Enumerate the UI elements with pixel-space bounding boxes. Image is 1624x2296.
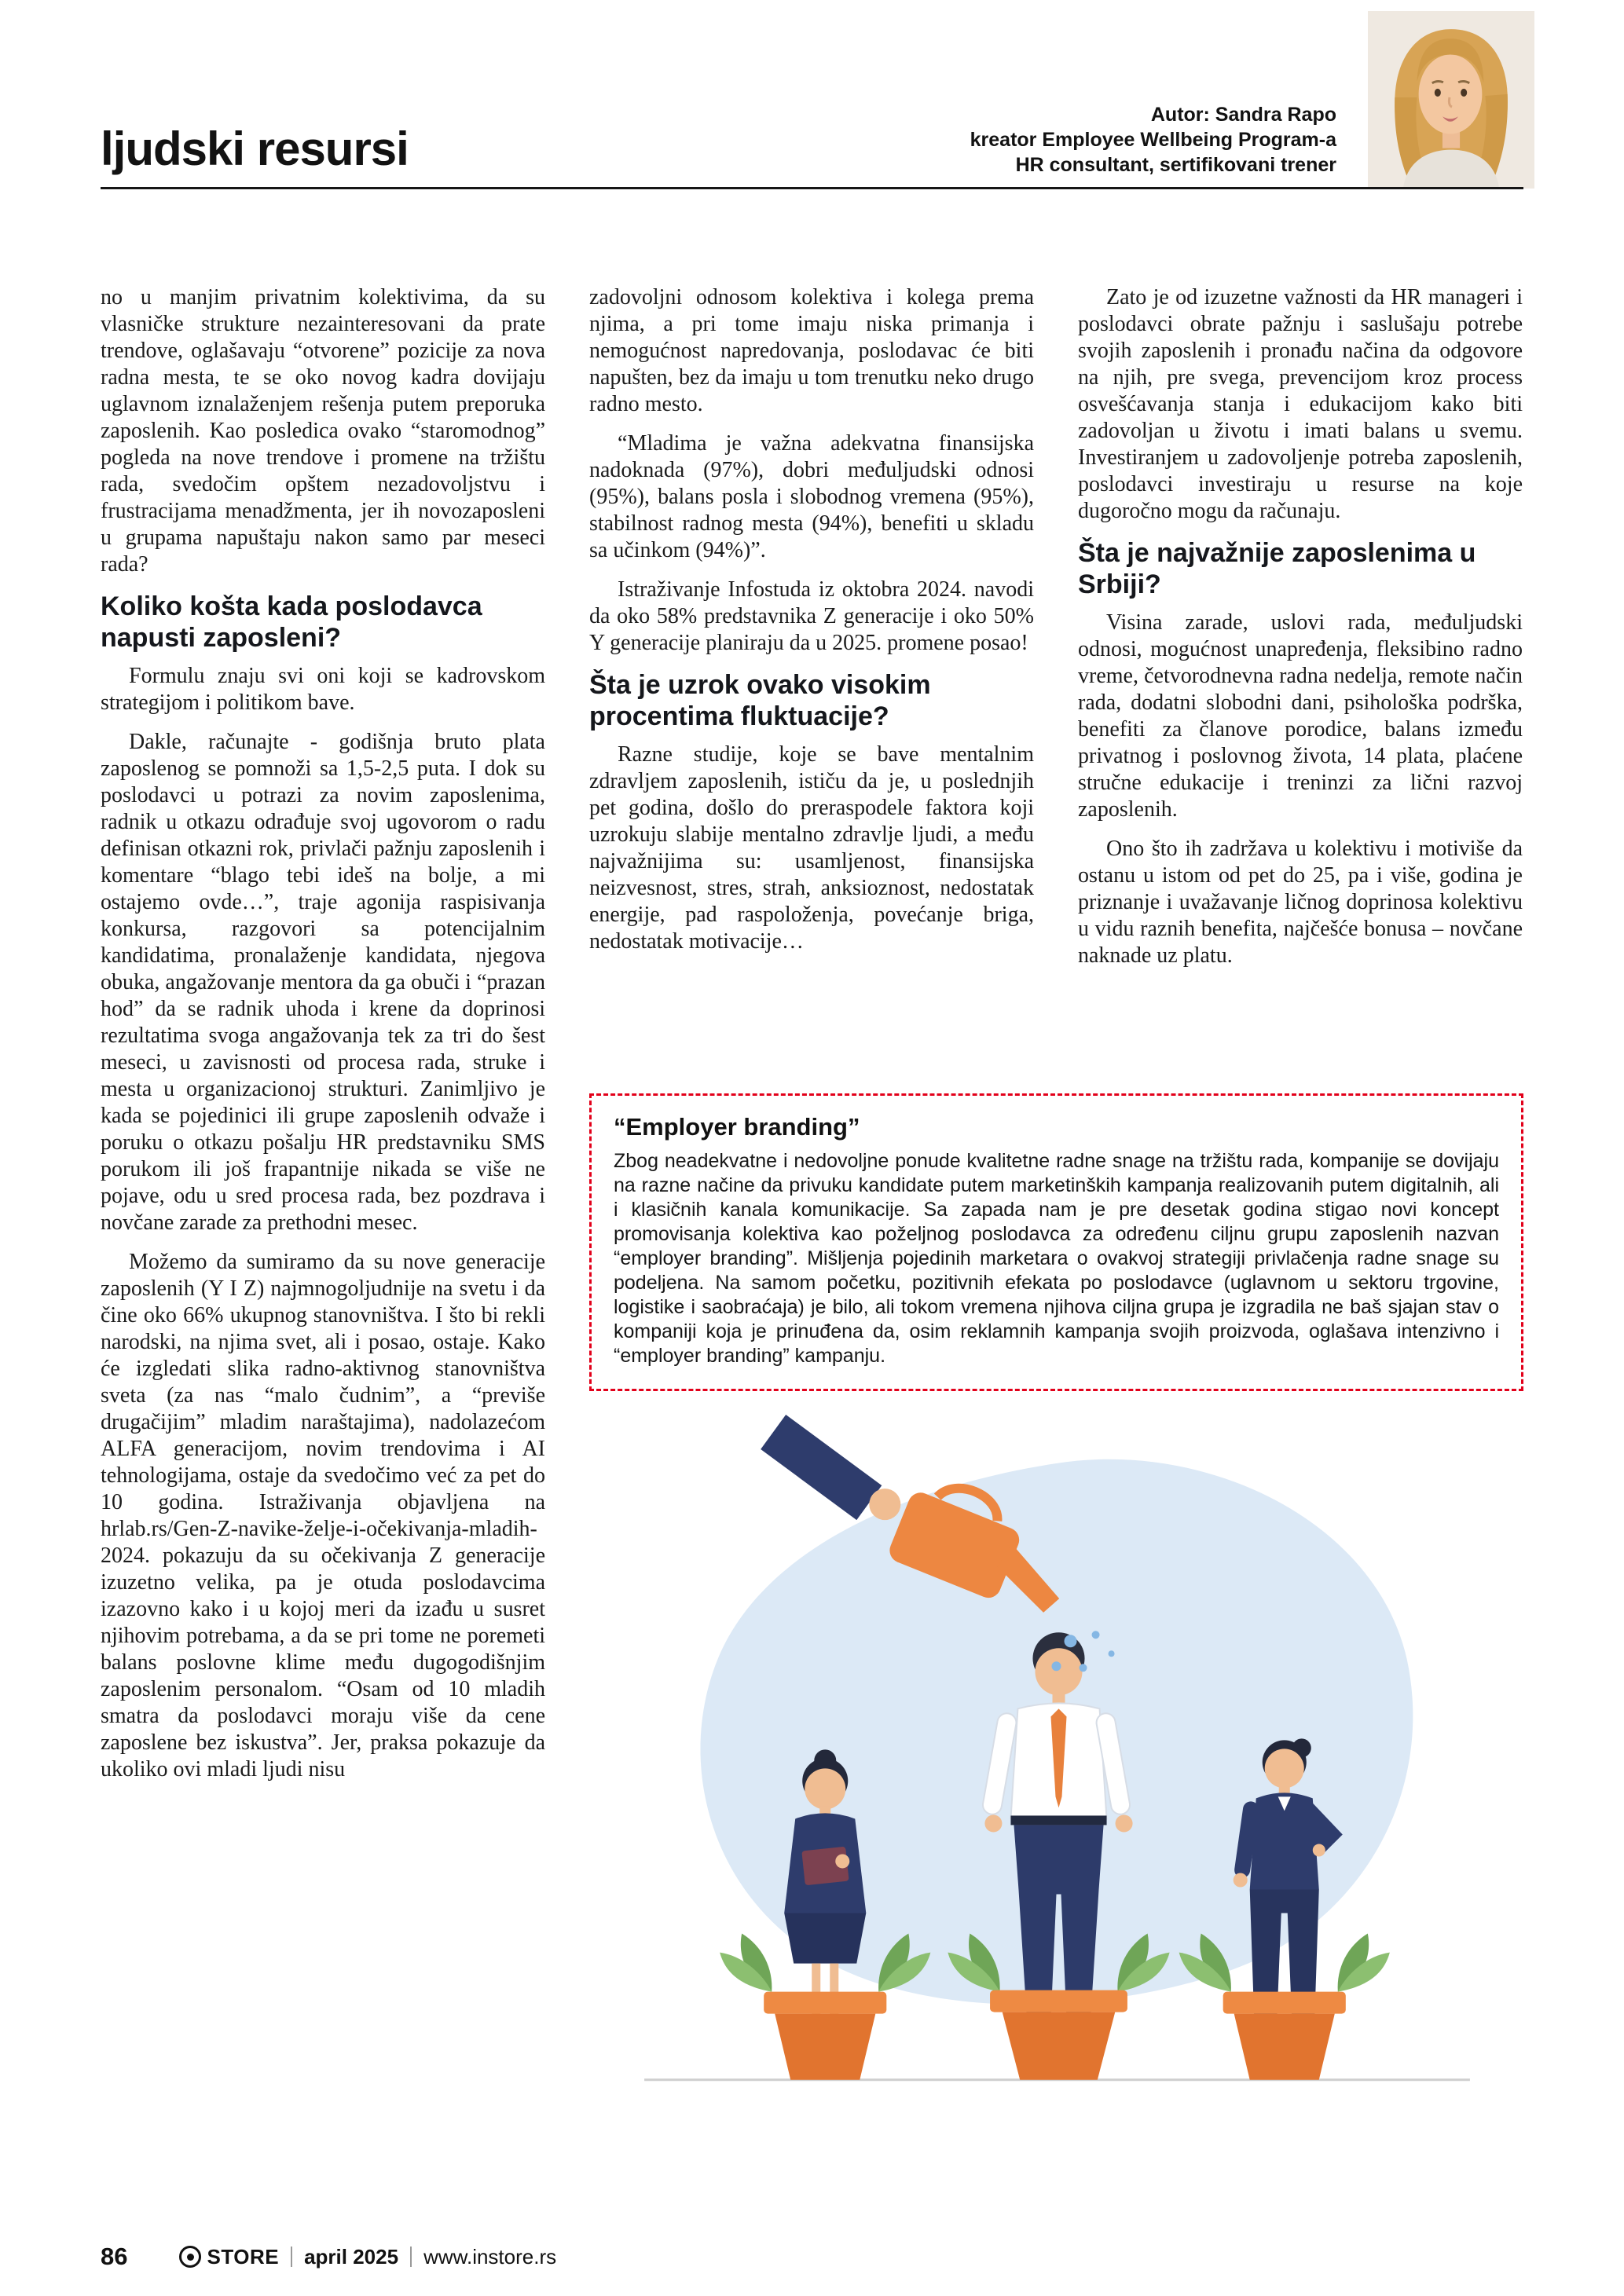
subheading-fluctuation-cause: Šta je uzrok ovako visokim procentima fluktuacije? [589,670,931,731]
paragraph: Razne studije, koje se bave mentalnim zdravljem zaposlenih, ističu da je, u poslednjih pet godina, došlo do preraspodele faktora koji uzrokuju slabije mentalno zdravlje ljudi, a među najvažnijima su: usamljenost, finansijska neizvesnost, stres, strah, anksioznost, nedostatak energije, pad raspoloženja, povećanje briga, nedostatak motivacije… [589,742,1034,954]
columns-2-3 [589,284,1523,1086]
page-header [101,0,1523,187]
brand-name: STORE [207,2244,280,2269]
paragraph: Visina zarade, uslovi rada, međuljudski odnosi, mogućnost unapređenja, fleksibino radno vreme, četvorodnevna radna nedelja, remote način rada, dodatni slobodni dani, psihološka podrška, benefiti za članove porodice, balans između privatnog i poslovnog života, 14 plata, plaćene stručne edukacije i treninzi za lični razvoj zaposlenih. [1078,610,1523,822]
column-2 [589,284,1034,1086]
paragraph: Formulu znaju svi oni koji se kadrovskom strategijom i politikom bave. [101,664,545,715]
paragraph: Zato je od izuzetne važnosti da HR manageri i poslodavci obrate pažnju i saslušaju potrebe svojih zaposlenih i pronađu načina da odgovore na njih, pre svega, prevencijom kroz process osvešćavanja stanja i edukacijom kako biti zadovoljan u životu i imati balans u svemu. Investiranjem u zadovoljenje potreba zaposlenih, poslodavci investiraju u resurse na koje dugoročno mogu da računaju. [1078,285,1523,523]
paragraph: Istraživanje Infostuda iz oktobra 2024. navodi da oko 58% predstavnika Z generacije i oko 50% Y generacije planiraju da u 2025. promene posao! [589,577,1034,655]
watering-employees-graphic [589,1408,1523,2221]
column-3 [1078,284,1523,1086]
author-name: Autor: Sandra Rapo [1150,104,1336,126]
paragraph: zadovoljni odnosom kolektiva i kolega prema njima, a pri tome imaju niska primanja i nemogućnost napredovanja, poslodavac će biti napušten, bez da imaju u tom trenutku neko drugo radno mesto. [589,285,1034,416]
growth-illustration [589,1408,1523,2221]
section-title: ljudski resursi [101,123,409,175]
header-divider [101,187,1523,189]
issue-date: april 2025 [304,2244,399,2269]
flower-pot-right [1223,1992,1346,2080]
paragraph: no u manjim privatnim kolektivima, da su vlasničke strukture nezainteresovani da prate trendove, oglašavaju “otvorene” pozicije za nova radna mesta, te se oko novog kadra dovijaju uglavnom iznalaženjem rešenja putem preporuka zaposlenih. Kao posledica ovako “staromodnog” pogleda na nove trendove i promene na tržištu rada, svedočim opštem nezadovoljstvu i frustracijama menadžmenta, jer ih novozaposleni u grupama napuštaju nakon samo par meseci rada? [101,285,545,577]
paragraph: Dakle, računajte - godišnja bruto plata zaposlenog se pomnoži sa 1,5-2,5 puta. I dok su poslodavci u potrazi za novim zaposlenima, radnik u otkazu odrađuje svoj ugovorom o radu definisan otkazni rok, privlači pažnju zaposlenih i komentare “blago tebi ideš na bolje, a mi ostajemo ovde…”, traje agonija raspisivanja konkursa, razgovori sa potencijalnim kandidatima, pronalaženje kandidata, njegova obuka, angažovanje mentora da ga obuči i “prazan hod” da se radnik uhoda i krene da doprinosi rezultatima svoga angažovanja tek za tri do šest meseci, u zavisnosti od procesa rada, struke i mesta u organizacionoj strukturi. Zanimljivo je kada se pojedinici ili grupe zaposlenih odvaže i poruku o otkazu pošalju HR predstavniku SMS porukom ili još frapantnije nikada se više ne pojave, odu u sred procesa rada, bez pozdrava i novčane zarade za prethodni mesec. [101,730,545,1235]
author-block [970,102,1336,178]
page-footer [101,2243,556,2271]
instore-logo-icon [179,2246,201,2268]
flower-pot-center [990,1990,1127,2080]
author-role-2: HR consultant, sertifikovani trener [1015,154,1336,176]
employer-branding-title: “Employer branding” [614,1113,860,1141]
column-1 [101,284,545,2221]
author-photo [1368,11,1534,189]
article-body [101,284,1523,2221]
employer-branding-text: Zbog neadekvatne i nedovoljne ponude kvalitetne radne snage na tržištu rada, kompanije se dovijaju na razne načine da privuku kandidate putem marketinških kampanja realizovanih putem digitalnih, ali i klasičnih kanala komunikacije. Sa zapada nam je pre desetak godina stigao novi koncept promovisanja kolektiva kao poželjnog poslodavca za određenu ciljnu grupu zaposlenih nazvan “employer branding”. Mišljenja pojedinih marketara o ovakvoj strategiji privlačenja radne snage su podeljena. Na samom početku, pozitivnih efekata po poslodavce (uglavnom u sektoru trgovine, logistike i saobraćaja) je bilo, ali tokom vremena njihova ciljna grupa je izgradila ne baš sjajan stav o kompaniji koja je prinuđena da, osim reklamnih kampanja svojih proizvoda, oglašava intenzivno i “employer branding” kampanju. [614,1150,1499,1367]
footer-separator [410,2247,412,2267]
right-region [589,284,1523,2221]
website-url: www.instore.rs [423,2244,557,2269]
employer-branding-box [589,1093,1523,1391]
paragraph: Ono što ih zadržava u kolektivu i motiviše da ostanu u istom od pet do 25, pa i više, godina je priznanje i uvažavanje ličnog doprinosa kolektivu u vidu raznih benefita, najčešće bonusa – novčane naknade uz platu. [1078,837,1523,968]
footer-separator [291,2247,292,2267]
subheading-most-important-serbia: Šta je najvažnije zaposlenima u Srbiji? [1078,538,1476,599]
flower-pot-left [764,1992,886,2080]
author-portrait-graphic [1368,11,1534,189]
paragraph: Možemo da sumiramo da su nove generacije zaposlenih (Y I Z) najmnogoljudnije na svetu i da čine oko 66% ukupnog stanovništva. I što bi rekli narodski, na njima svet, ali i posao, ostaje. Kako će izgledati slika radno-aktivnog stanovništva sveta (za nas “malo čudnim”, a “previše drugačijim” mladim naraštajima), nadolazećom ALFA generacijom, novim trendovima i AI tehnologijama, ostaje da svedočimo već za pet do 10 godina. Istraživanja objavljena na hrlab.rs/Gen-Z-navike-želje-i-očekivanja-mladih-2024. pokazuju da su očekivanja Z generacije izuzetno velika, pa je otuda poslodavcima izazovno kako i u kojoj meri da izađu u susret njihovim potrebama, a da se pri tome ne poremeti balans poslovne klime među dugogodišnjim zaposlenim personalom. “Osam od 10 mladih smatra da poslodavci moraju više da cene zaposlene bez iskustva”. Jer, praksa pokazuje da ukoliko ovi mladi ljudi nisu [101,1250,545,1782]
author-role-1: kreator Employee Wellbeing Program-a [970,129,1336,151]
paragraph: “Mladima je važna adekvatna finansijska nadoknada (97%), dobri međuljudski odnosi (95%), balans posla i slobodnog vremena (95%), stabilnost radnog mesta (94%), benefiti u skladu sa učinkom (94%)”. [589,431,1034,562]
subheading-cost-of-leaving: Koliko košta kada poslodavca napusti zaposleni? [101,591,482,653]
page-number: 86 [101,2243,128,2270]
